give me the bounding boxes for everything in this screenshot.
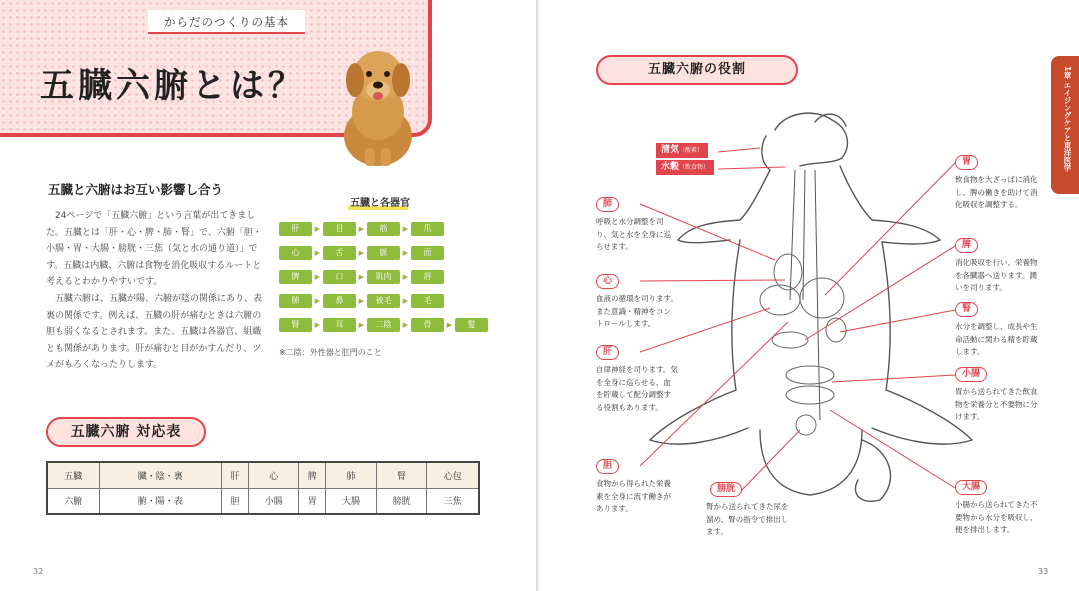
organ-chip: 脈 xyxy=(367,246,400,260)
arrow-icon: ▶ xyxy=(446,321,453,329)
table-cell: 三焦 xyxy=(427,488,479,514)
organ-label-bladder: 膀胱 xyxy=(710,482,742,497)
liver-shape xyxy=(760,285,800,315)
input-sub: （酸素） xyxy=(679,147,704,154)
table-cell: 臓・陰・裏 xyxy=(99,462,222,488)
body-text xyxy=(46,208,264,374)
organ-chip: 髪 xyxy=(455,318,488,332)
organ-desc-liver: 自律神経を司ります。気を全身に巡らせる、血を貯蔵して配分調整する役割もあります。 xyxy=(596,365,678,412)
paragraph: 五臓六腑は、五臓が陽、六腑が陰の関係にあり、表裏の関係です。例えば、五臓の肝が痛むときは六腑の胆も弱くなるとされます。また、五臓は各器官、組織とも関係があります。肝が痛むと目がかすんだり、ツメがもろくなったりします。 xyxy=(46,293,263,371)
table-cell: 膀胱 xyxy=(376,488,427,514)
kidney-shape xyxy=(826,318,846,342)
table-cell: 肝 xyxy=(222,462,249,488)
book-gutter xyxy=(536,0,540,591)
organ-row xyxy=(279,317,488,333)
table-cell: 五臓 xyxy=(47,462,99,488)
organ-chart-title: 五臓と各器官 xyxy=(350,198,410,209)
organ-chip: 肌肉 xyxy=(367,270,400,284)
organ-chip: 舌 xyxy=(323,246,356,260)
table-cell: 六腑 xyxy=(47,488,99,514)
organ-chip: 目 xyxy=(323,222,356,236)
arrow-icon: ▶ xyxy=(314,297,321,305)
organ-label-spleen: 脾 xyxy=(955,238,978,253)
organ-chip: 唇 xyxy=(411,270,444,284)
organ-chip: 毛 xyxy=(411,294,444,308)
diagram-heading: 五臓六腑の役割 xyxy=(596,55,798,85)
arrow-icon: ▶ xyxy=(314,225,321,233)
arrow-icon: ▶ xyxy=(358,321,365,329)
organ-chip: 肝 xyxy=(279,222,312,236)
intestine-shape xyxy=(786,386,834,404)
stomach-shape xyxy=(800,278,844,318)
organ-desc-large-intestine: 小腸から送られてきた不要物から水分を吸収し、便を排出します。 xyxy=(955,500,1038,535)
table-heading: 五臓六腑 対応表 xyxy=(46,417,206,447)
organ-desc-gallbladder: 食物から得られた栄養素を全身に流す働きがあります。 xyxy=(596,479,671,514)
subheading: 五臓と六腑はお互い影響し合う xyxy=(48,182,224,197)
organ-label-stomach: 胃 xyxy=(955,155,978,170)
organ-chip: 鼻 xyxy=(323,294,356,308)
input-main: 清気 xyxy=(661,145,680,155)
organ-chip: 口 xyxy=(323,270,356,284)
organ-desc-spleen: 消化吸収を行い、栄養物を各臓器へ送ります。潤いを司ります。 xyxy=(955,258,1038,293)
organ-chip: 筋 xyxy=(367,222,400,236)
organ-desc-kidney: 水分を調整し、成長や生命活動に関わる精を貯蔵します。 xyxy=(955,322,1038,357)
table-row xyxy=(47,488,479,514)
arrow-icon: ▶ xyxy=(402,249,409,257)
arrow-icon: ▶ xyxy=(402,321,409,329)
page-number: 33 xyxy=(1038,567,1049,576)
organ-chip: 爪 xyxy=(411,222,444,236)
table-row xyxy=(47,462,479,488)
table-cell: 心 xyxy=(248,462,299,488)
organ-chip: 肺 xyxy=(279,294,312,308)
table-cell: 肺 xyxy=(326,462,377,488)
organ-desc-bladder: 腎から送られてきた尿を溜め、腎の指令で排出します。 xyxy=(706,502,789,537)
organ-label-lung: 肺 xyxy=(596,197,619,212)
organ-chip: 被毛 xyxy=(367,294,400,308)
paragraph: 24ページで「五臓六腑」という言葉が出てきました。五臓とは「肝・心・脾・肺・腎」で、六腑「胆・小腸・胃・大腸・膀胱・三焦（気と水の通り道）」です。五臓は内臓、六腑は食物を消化吸収するルートと考えるとわかりやすいです。 xyxy=(46,211,262,288)
arrow-icon: ▶ xyxy=(314,249,321,257)
organ-label-gallbladder: 胆 xyxy=(596,459,619,474)
organ-row xyxy=(279,293,444,309)
page-number: 32 xyxy=(33,567,44,576)
input-sub: （飲食物） xyxy=(679,164,710,171)
arrow-icon: ▶ xyxy=(358,249,365,257)
organ-row xyxy=(279,221,444,237)
spleen-shape xyxy=(772,332,808,348)
organ-chip: 腎 xyxy=(279,318,312,332)
organ-chip: 二陰 xyxy=(367,318,400,332)
bladder-shape xyxy=(796,415,816,435)
arrow-icon: ▶ xyxy=(402,225,409,233)
organ-chip: 脾 xyxy=(279,270,312,284)
left-page xyxy=(0,0,538,591)
arrow-icon: ▶ xyxy=(314,321,321,329)
input-tag-air xyxy=(656,143,708,158)
input-main: 水穀 xyxy=(661,162,680,172)
arrow-icon: ▶ xyxy=(402,273,409,281)
organ-chip: 心 xyxy=(279,246,312,260)
organ-row xyxy=(279,269,444,285)
table-cell: 腎 xyxy=(376,462,427,488)
footnote: ※二陰：外性器と肛門のこと xyxy=(279,348,382,357)
input-tag-food xyxy=(656,160,714,175)
organ-chip: 面 xyxy=(411,246,444,260)
organ-desc-lung: 呼吸と水分調整を司り、気と水を全身に巡らせます。 xyxy=(596,217,671,252)
organ-desc-stomach: 飲食物を大ざっぱに消化し、脾の働きを助けて消化吸収を調整する。 xyxy=(955,175,1038,210)
arrow-icon: ▶ xyxy=(358,273,365,281)
table-cell: 腑・陽・表 xyxy=(99,488,222,514)
page-title: 五臓六腑とは？ xyxy=(40,66,306,106)
table-cell: 胃 xyxy=(299,488,326,514)
trachea-lines xyxy=(790,170,820,420)
arrow-icon: ▶ xyxy=(358,297,365,305)
table-cell: 大腸 xyxy=(326,488,377,514)
organ-desc-small-intestine: 胃から送られてきた飲食物を栄養分と不要物に分けます。 xyxy=(955,387,1038,422)
table-cell: 脾 xyxy=(299,462,326,488)
arrow-icon: ▶ xyxy=(402,297,409,305)
table-cell: 小腸 xyxy=(248,488,299,514)
organ-label-large-intestine: 大腸 xyxy=(955,480,987,495)
chapter-tab-label: 1章 エイジングケアと東洋医学 xyxy=(1063,66,1072,172)
organ-label-kidney: 腎 xyxy=(955,302,978,317)
arrow-icon: ▶ xyxy=(358,225,365,233)
organ-row xyxy=(279,245,444,261)
organ-desc-heart: 血液の循環を司ります。また意識・精神をコントロールします。 xyxy=(596,294,678,329)
table-cell: 心包 xyxy=(427,462,479,488)
organ-label-liver: 肝 xyxy=(596,345,619,360)
organ-label-heart: 心 xyxy=(596,274,619,289)
dog-photo xyxy=(338,36,418,166)
organ-chip: 耳 xyxy=(323,318,356,332)
organ-label-small-intestine: 小腸 xyxy=(955,367,987,382)
leader-lines xyxy=(640,148,955,492)
correspondence-table xyxy=(46,461,480,515)
organ-chip: 骨 xyxy=(411,318,444,332)
section-tag: からだのつくりの基本 xyxy=(148,10,305,34)
small-intestine-shape xyxy=(786,366,834,384)
table-cell: 胆 xyxy=(222,488,249,514)
arrow-icon: ▶ xyxy=(314,273,321,281)
